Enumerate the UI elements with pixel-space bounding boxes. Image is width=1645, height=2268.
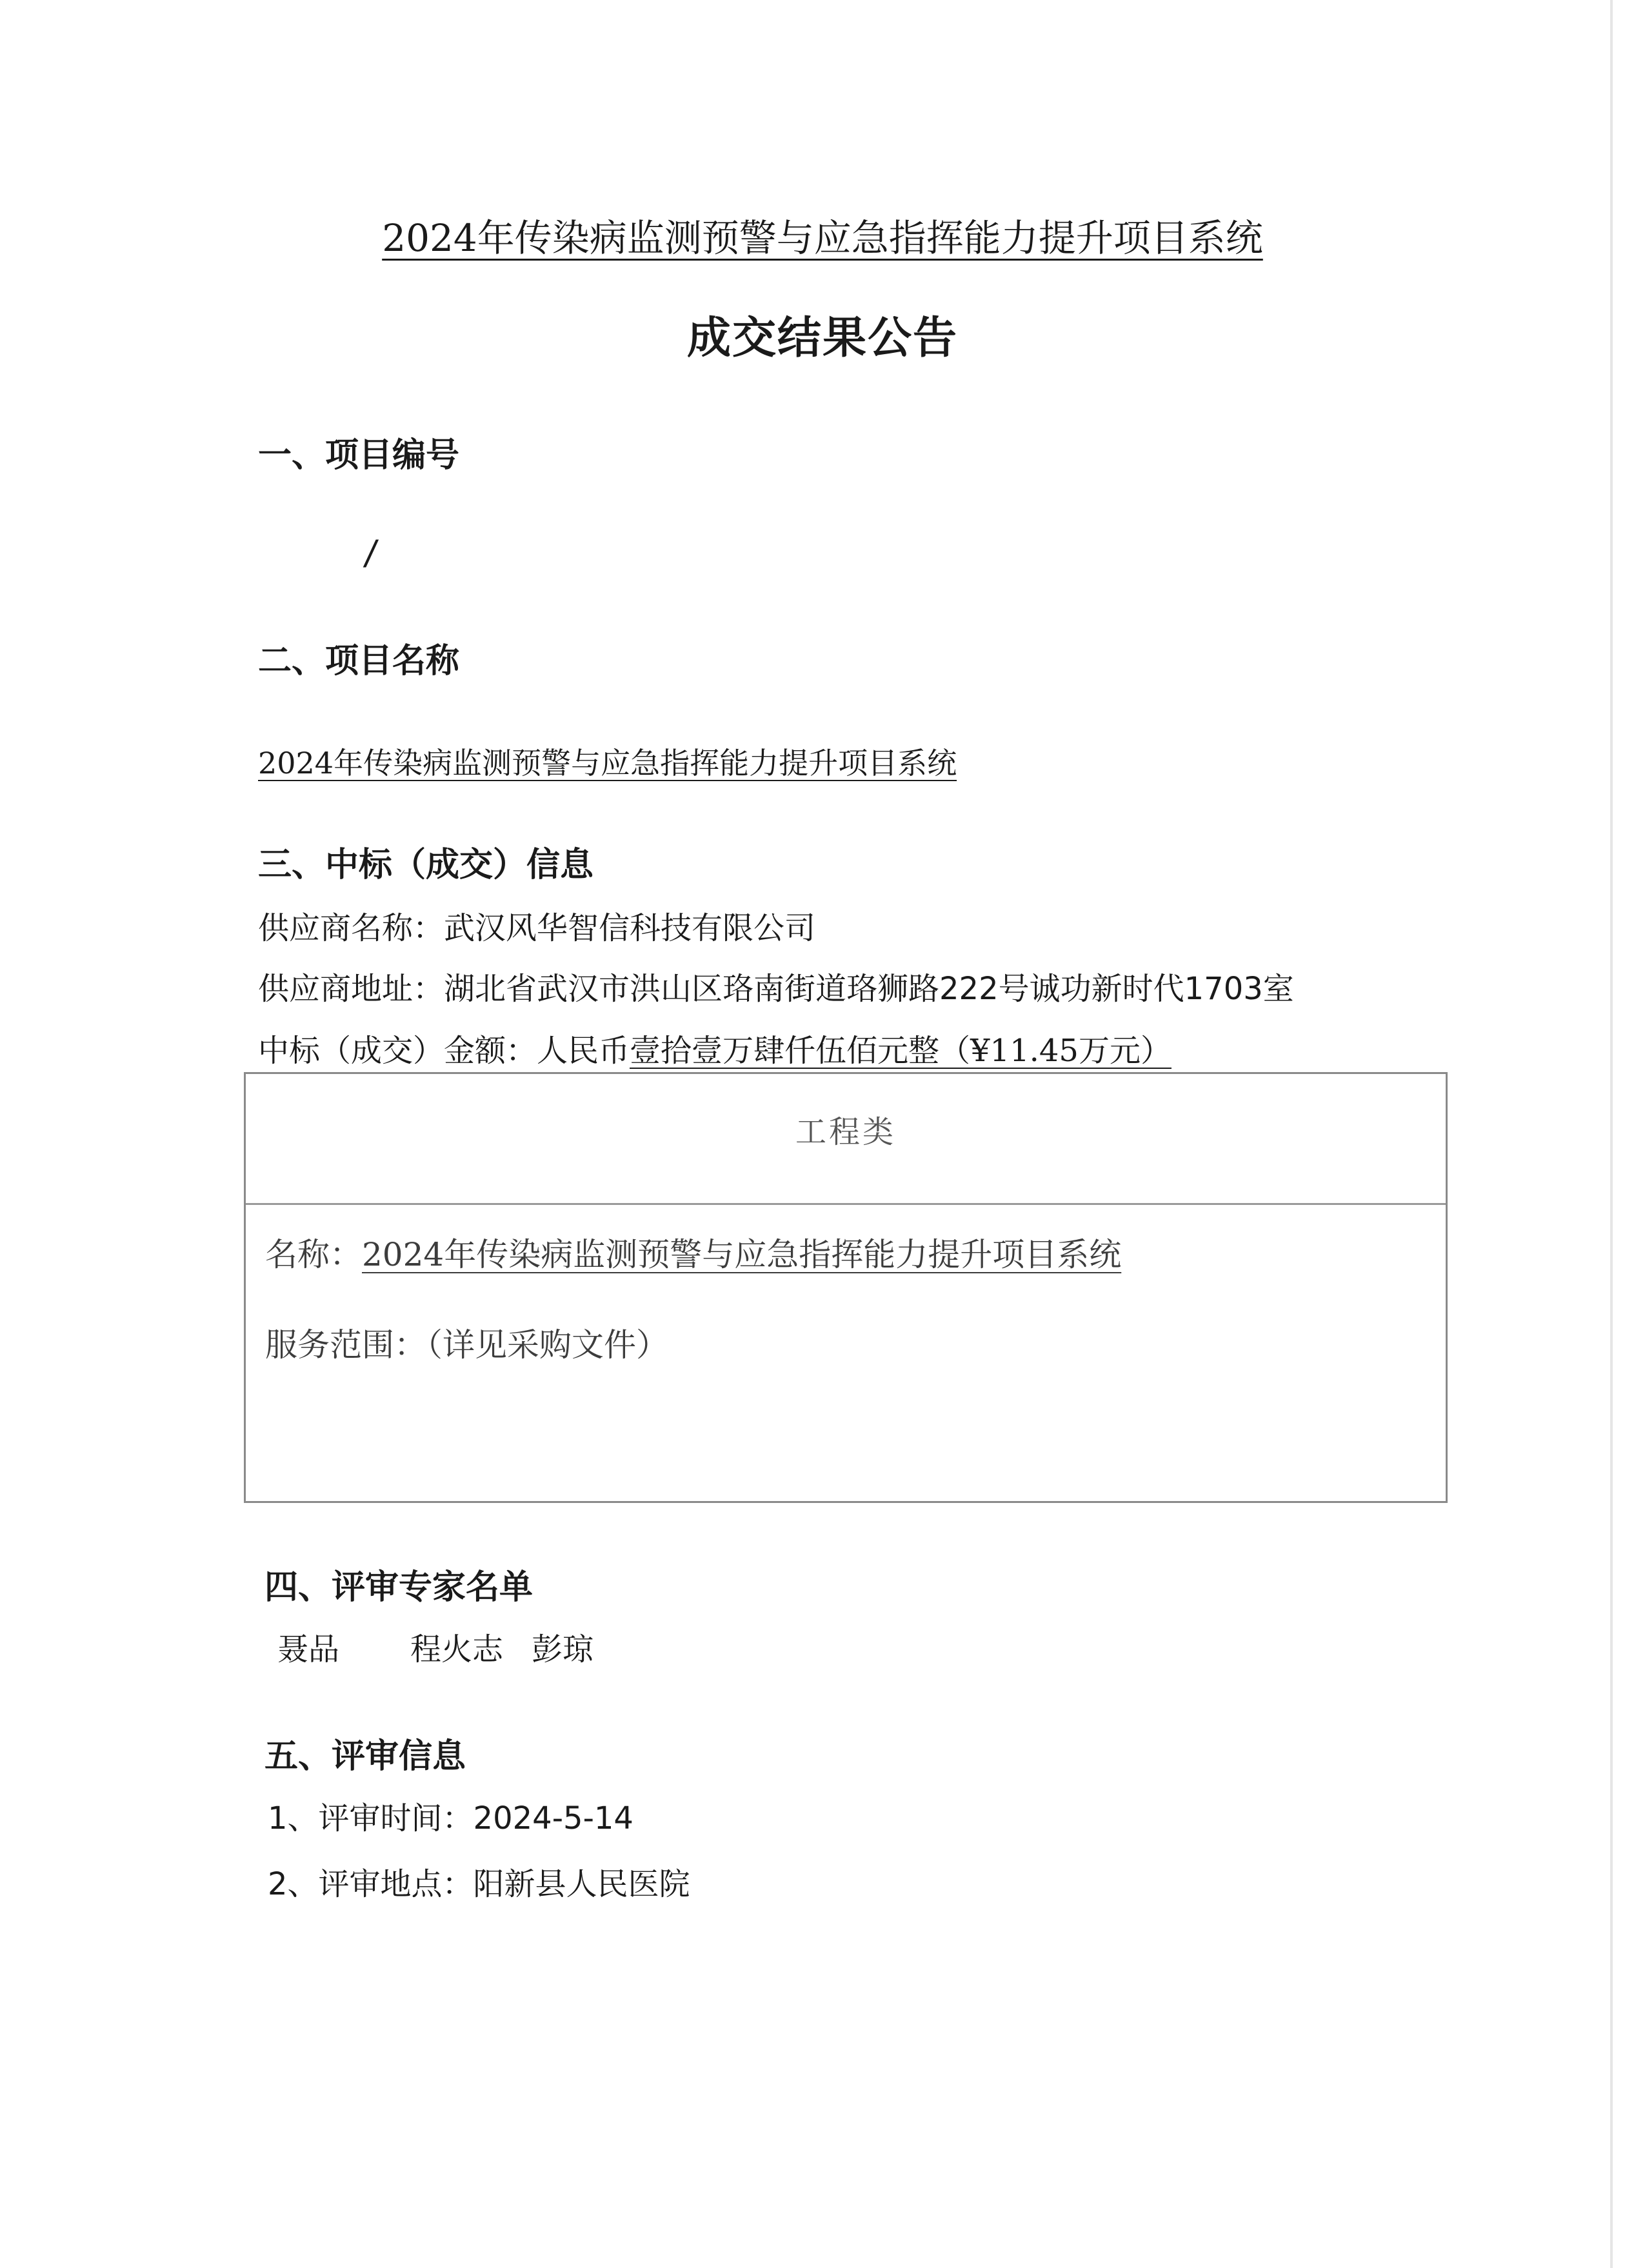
section-1-heading: 一、项目编号 — [258, 436, 460, 475]
box-name-value: 2024年传染病监测预警与应急指挥能力提升项目系统 — [362, 1236, 1122, 1273]
supplier-address-label: 供应商地址： — [258, 971, 444, 1007]
supplier-name-row — [258, 903, 815, 948]
box-name-row — [265, 1229, 1121, 1275]
supplier-name-label: 供应商名称： — [258, 910, 444, 946]
document-subtitle: 成交结果公告 — [686, 313, 958, 364]
box-scope-value: （详见采购文件） — [426, 1326, 668, 1364]
box-scope-label: 服务范围： — [265, 1326, 426, 1364]
project-detail-box — [244, 1072, 1448, 1503]
project-number-value: / — [365, 533, 376, 575]
bid-amount-row — [258, 1026, 1171, 1070]
box-name-label: 名称： — [265, 1236, 362, 1273]
expert-name: 程火志 — [410, 1631, 504, 1667]
box-scope-row — [265, 1319, 668, 1366]
review-place-label: 2、评审地点： — [268, 1866, 474, 1902]
section-4-heading: 四、评审专家名单 — [264, 1568, 533, 1607]
review-place-value: 阳新县人民医院 — [473, 1866, 690, 1902]
box-header: 工程类 — [246, 1074, 1446, 1205]
review-time-row — [268, 1793, 633, 1838]
section-5-heading: 五、评审信息 — [264, 1737, 466, 1776]
bid-amount-label: 中标（成交）金额：人民币 — [258, 1033, 630, 1069]
expert-name: 彭琼 — [532, 1631, 594, 1667]
supplier-name: 武汉风华智信科技有限公司 — [444, 910, 816, 946]
section-2-heading: 二、项目名称 — [258, 642, 460, 681]
project-name-value: 2024年传染病监测预警与应急指挥能力提升项目系统 — [258, 746, 957, 781]
supplier-address: 湖北省武汉市洪山区珞南街道珞狮路222号诚功新时代1703室 — [444, 971, 1294, 1007]
review-time-label: 1、评审时间： — [268, 1800, 474, 1836]
review-time-value: 2024-5-14 — [473, 1800, 633, 1836]
expert-name: 聂品 — [277, 1631, 340, 1667]
supplier-address-row — [258, 964, 1294, 1008]
document-title: 2024年传染病监测预警与应急指挥能力提升项目系统 — [382, 216, 1263, 260]
expert-list — [277, 1624, 593, 1669]
section-3-heading: 三、中标（成交）信息 — [258, 846, 594, 884]
bid-amount-value: 壹拾壹万肆仟伍佰元整（¥11.45万元） — [630, 1033, 1171, 1069]
review-place-row — [268, 1859, 690, 1904]
